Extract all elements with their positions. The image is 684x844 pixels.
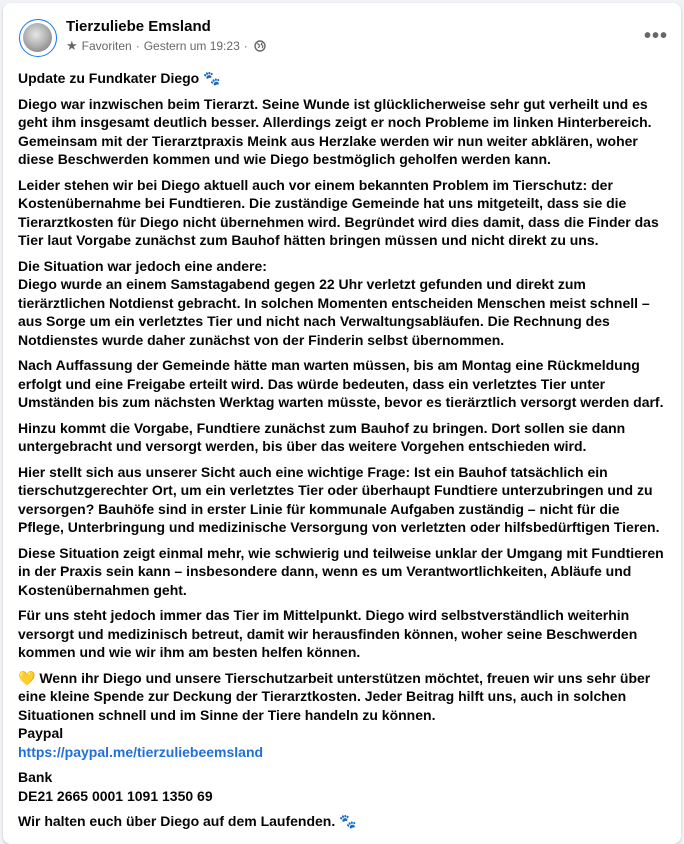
closing-line: Wir halten euch über Diego auf dem Laufenden. 🐾: [18, 813, 357, 829]
paw-emoji-icon: 🐾: [339, 813, 357, 829]
globe-icon[interactable]: [254, 40, 266, 52]
post-paragraph: Diego wurde an einem Samstagabend gegen 22 Uhr verletzt gefunden und direkt zum tierärztlichen Notdienst gebracht. In solchen Momenten entscheiden Menschen meist schnell – aus Sorge um ein verletztes Tier und nicht nach Verwaltungsabläufen. Die Rechnung des Notdienstes wurde daher zunächst von der Finderin selbst übernommen.: [18, 276, 650, 348]
post-paragraph-group: [18, 257, 668, 350]
heart-emoji-icon: 💛: [18, 669, 36, 686]
star-icon: ★: [66, 38, 78, 53]
page-avatar[interactable]: [19, 19, 57, 57]
post-header: [3, 3, 681, 63]
post-paragraph: Hinzu kommt die Vorgabe, Fundtiere zunächst zum Bauhof zu bringen. Dort sollen sie dann untergebracht und versorgt werden, bis über das weitere Vorgehen entschieden wird.: [18, 419, 626, 454]
post-paragraph: Hier stellt sich aus unserer Sicht auch eine wichtige Frage: Ist ein Bauhof tatsächlich ein tierschutzgerechter Ort, um ein verletztes Tier oder überhaupt Fundtiere unterzubringen und zu versorgen? Bauhöfe sind in erster Linie für kommunale Aufgaben zuständig – nicht für die Pflege, Unterbringung und medizinische Versorgung von verletzten oder hilfsbedürftigen Tieren.: [18, 463, 660, 535]
post-title: Update zu Fundkater Diego 🐾: [18, 70, 221, 86]
post-paragraph: Die Situation war jedoch eine andere:: [18, 257, 267, 274]
post-timestamp[interactable]: Gestern um 19:23: [143, 39, 240, 53]
bank-section: [18, 768, 668, 805]
meta-separator: ·: [135, 39, 140, 53]
paw-emoji-icon: 🐾: [203, 70, 221, 86]
post-paragraph: Diese Situation zeigt einmal mehr, wie schwierig und teilweise unklar der Umgang mit Fundtieren in der Praxis sein kann – insbesondere dann, wenn es um Verantwortlichkeiten, Abläufe und Kostenübernahmen geht.: [18, 544, 664, 598]
favorites-label[interactable]: Favoriten: [81, 39, 132, 53]
bank-label: Bank: [18, 769, 53, 785]
post-paragraph: Leider stehen wir bei Diego aktuell auch vor einem bekannten Problem im Tierschutz: der Kostenübernahme bei Fundtieren. Die zuständige Gemeinde hat uns mitgeteilt, dass sie die Tierarztkosten für Diego nicht übernehmen wird. Begründet wird dies damit, dass die Finder das Tier laut Vorgabe zunächst zum Bauhof hätten bringen müssen und nicht direkt zu uns.: [18, 176, 659, 248]
avatar-image: [23, 23, 52, 52]
post-meta: [66, 38, 266, 54]
post-paragraph: Nach Auffassung der Gemeinde hätte man warten müssen, bis am Montag eine Rückmeldung erfolgt und eine Freigabe erteilt wird. Das würde bedeuten, dass ein verletztes Tier unter Umständen bis zum nächsten Werktag warten müsste, bevor es tierärztlich versorgt werden darf.: [18, 357, 664, 410]
post-card: [3, 3, 681, 844]
donation-paragraph: Wenn ihr Diego und unsere Tierschutzarbeit unterstützen möchtet, freuen wir uns sehr über eine kleine Spende zur Deckung der Tierarztkosten. Jeder Beitrag hilft uns, auch in solchen Situationen schnell und im Sinne der Tiere handeln zu können.: [18, 669, 651, 723]
meta-separator: ·: [243, 39, 248, 53]
post-paragraph: Für uns steht jedoch immer das Tier im Mittelpunkt. Diego wird selbstverständlich weiterhin versorgt und medizinisch betreut, damit wir herausfinden können, woher seine Beschwerden kommen und wie wir ihm am besten helfen können.: [18, 607, 638, 660]
post-body: [18, 69, 668, 838]
paypal-label: Paypal: [18, 725, 64, 741]
paypal-link[interactable]: https://paypal.me/tierzuliebeemsland: [18, 743, 264, 760]
more-options-icon[interactable]: •••: [643, 25, 668, 47]
donation-section: [18, 669, 668, 762]
post-paragraph: Diego war inzwischen beim Tierarzt. Seine Wunde ist glücklicherweise sehr gut verheilt und es geht ihm insgesamt deutlich besser. Allerdings zeigt er noch Probleme im linken Hinterbereich. Gemeinsam mit der Tierarztpraxis Meink aus Herzlake werden wir nun weiter abklären, woher diese Beschwerden kommen und wie Diego bestmöglich geholfen werden kann.: [18, 95, 652, 167]
page-name[interactable]: Tierzuliebe Emsland: [66, 18, 211, 35]
iban-value: DE21 2665 0001 1091 1350 69: [18, 787, 213, 804]
